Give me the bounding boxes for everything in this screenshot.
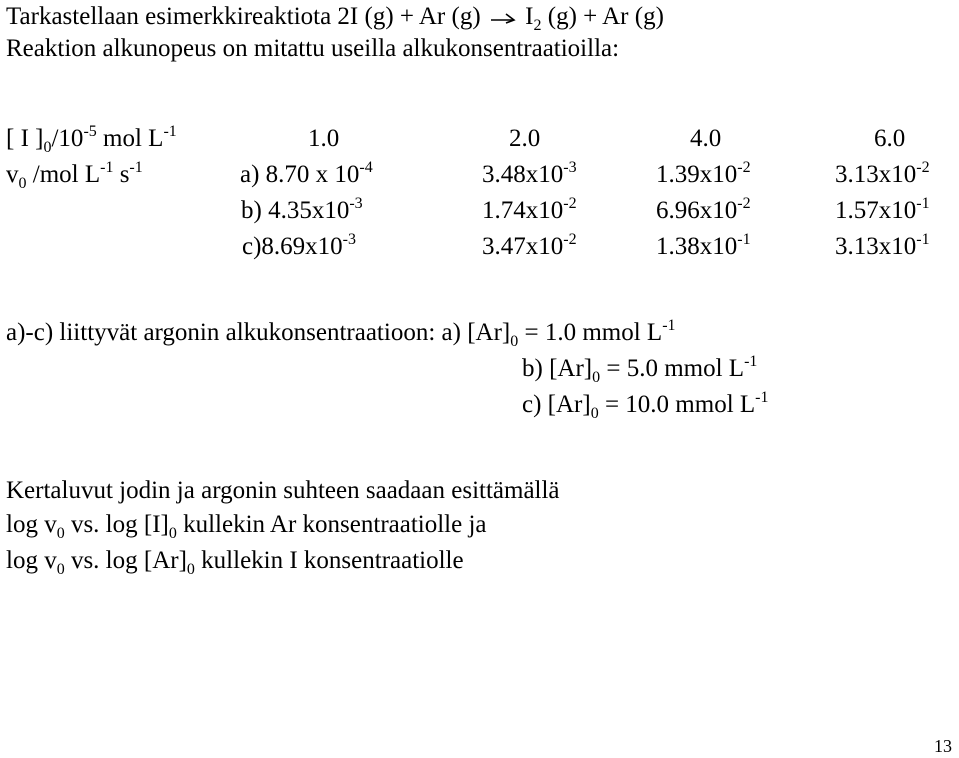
task-line-2 [6, 510, 487, 540]
argon-item-b: b) [Ar] [522, 355, 593, 382]
rate-label-sub: 0 [18, 175, 27, 192]
task-text: vs. log [Ar] [64, 547, 187, 574]
rate-cell [482, 160, 577, 190]
rate-cell-mantissa: 3.13x10 [835, 161, 917, 188]
argon-intro: a)-c) liittyvät argonin alkukonsentraatioon: [6, 319, 442, 346]
rate-cell [835, 232, 930, 262]
rate-label-b: /mol L [32, 161, 101, 188]
row-c-label-text: c)8.69x10 [242, 233, 343, 260]
rate-label-b-sup: -1 [100, 159, 114, 176]
argon-item-sub: 0 [590, 405, 599, 422]
conc-value: 1.0 [308, 125, 340, 152]
rate-cell-exponent: -2 [737, 195, 751, 212]
argon-item-sub: 0 [510, 333, 519, 350]
task-text: kullekin I konsentraatiolle [194, 547, 464, 574]
conc-label-b: /10 [51, 125, 84, 152]
argon-item-c: c) [Ar] [522, 391, 591, 418]
task-sub: 0 [186, 561, 195, 578]
argon-item-sup: -1 [662, 317, 676, 334]
row-a-label-exp: -4 [359, 159, 373, 176]
task-text: kullekin Ar konsentraatiolle ja [176, 511, 487, 538]
task-text: log v [6, 511, 57, 538]
rate-cell-exponent: -1 [916, 231, 930, 248]
task-line-3 [6, 546, 464, 576]
rate-cell-mantissa: 1.57x10 [835, 197, 917, 224]
rate-label-c: s [119, 161, 130, 188]
argon-item-sub: 0 [592, 369, 601, 386]
task-sub: 0 [168, 525, 177, 542]
reaction-arrow-icon [489, 11, 517, 25]
row-c-label [242, 232, 356, 262]
row-b-label [241, 196, 363, 226]
rate-cell-mantissa: 1.39x10 [656, 161, 738, 188]
rate-label-a: v [6, 161, 19, 188]
reaction-line [6, 2, 664, 32]
rate-cell-exponent: -1 [737, 231, 751, 248]
rate-cell [482, 232, 577, 262]
task-text: log v [6, 547, 57, 574]
rate-cell-mantissa: 3.13x10 [835, 233, 917, 260]
conc-label-a: [ I ] [6, 125, 44, 152]
argon-line [522, 354, 757, 384]
page-number: 13 [934, 736, 952, 756]
rate-cell [482, 196, 577, 226]
rate-cell [656, 232, 751, 262]
rate-cell [835, 160, 930, 190]
rate-label-c-sup: -1 [129, 159, 143, 176]
rate-cell [656, 160, 751, 190]
conc-value: 4.0 [690, 125, 722, 152]
rate-cell-mantissa: 1.74x10 [482, 197, 564, 224]
row-c-label-exp: -3 [342, 231, 356, 248]
argon-item-value: = 5.0 mmol L [600, 355, 745, 382]
conc-value: 6.0 [874, 125, 906, 152]
rate-cell [835, 196, 930, 226]
task-text: vs. log [I] [64, 511, 169, 538]
rate-cell-exponent: -2 [916, 159, 930, 176]
conc-value: 2.0 [509, 125, 541, 152]
conc-label-c: mol L [103, 125, 164, 152]
task-sub: 0 [56, 561, 65, 578]
rate-cell-mantissa: 1.38x10 [656, 233, 738, 260]
argon-item-value: = 10.0 mmol L [598, 391, 756, 418]
rate-cell-mantissa: 3.47x10 [482, 233, 564, 260]
argon-item-value: = 1.0 mmol L [518, 319, 663, 346]
rate-cell-exponent: -2 [737, 159, 751, 176]
rate-label [6, 160, 143, 190]
row-a-label-text: a) 8.70 x 10 [240, 161, 360, 188]
reaction-text-c: (g) + Ar (g) [547, 3, 664, 30]
rate-cell-mantissa: 6.96x10 [656, 197, 738, 224]
row-b-label-exp: -3 [349, 195, 363, 212]
conc-label-c-sup: -1 [163, 123, 177, 140]
row-b-label-text: b) 4.35x10 [241, 197, 350, 224]
argon-line [522, 390, 769, 420]
reaction-product: I [525, 3, 534, 30]
rate-cell-exponent: -1 [916, 195, 930, 212]
rate-cell [656, 196, 751, 226]
argon-line [6, 318, 676, 348]
conc-label-sup: -5 [83, 123, 97, 140]
task-sub: 0 [56, 525, 65, 542]
intro-line-2: Reaktion alkunopeus on mitattu useilla alkukonsentraatioilla: [6, 35, 620, 62]
conc-label [6, 124, 177, 154]
rate-cell-exponent: -2 [563, 195, 577, 212]
conc-label-sub: 0 [43, 139, 52, 156]
argon-item-a: a) [Ar] [441, 319, 511, 346]
task-line-1: Kertaluvut jodin ja argonin suhteen saadaan esittämällä [6, 477, 560, 504]
argon-item-sup: -1 [755, 389, 769, 406]
rate-cell-exponent: -2 [563, 231, 577, 248]
rate-cell-exponent: -3 [563, 159, 577, 176]
reaction-product-sub: 2 [533, 17, 542, 34]
rate-cell-mantissa: 3.48x10 [482, 161, 564, 188]
row-a-label [240, 160, 373, 190]
reaction-text-a: Tarkastellaan esimerkkireaktiota 2I (g) + Ar (g) [6, 3, 481, 30]
argon-item-sup: -1 [744, 353, 758, 370]
